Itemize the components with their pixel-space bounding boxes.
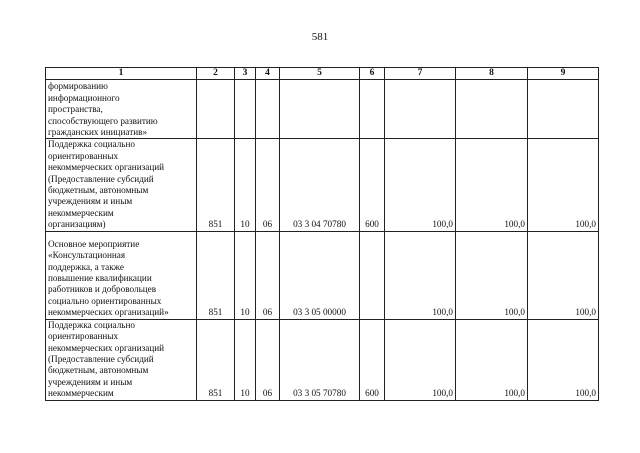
header-row <box>46 68 599 80</box>
row-description: Поддержка социально ориентированных некоммерческих организаций (Предоставление субсидий бюджетным, автономным учреждениям и иным некоммерческим организациям) <box>46 139 197 231</box>
cell-target-article: 03 3 05 00000 <box>280 231 360 319</box>
col-header-6: 6 <box>360 68 385 80</box>
cell-amount-1: 100,0 <box>385 319 456 400</box>
cell-admin-code: 851 <box>197 139 235 231</box>
cell-section: 10 <box>235 319 256 400</box>
cell-amount-2 <box>456 80 528 139</box>
cell-expense-type: 600 <box>360 319 385 400</box>
cell-amount-1: 100,0 <box>385 139 456 231</box>
cell-admin-code: 851 <box>197 231 235 319</box>
cell-target-article: 03 3 05 70780 <box>280 319 360 400</box>
cell-expense-type: 600 <box>360 139 385 231</box>
table-row <box>46 319 599 400</box>
cell-target-article: 03 3 04 70780 <box>280 139 360 231</box>
cell-amount-3 <box>528 80 599 139</box>
cell-amount-1: 100,0 <box>385 231 456 319</box>
page-number: 581 <box>311 31 329 43</box>
cell-admin-code <box>197 80 235 139</box>
cell-target-article <box>280 80 360 139</box>
col-header-5: 5 <box>280 68 360 80</box>
col-header-9: 9 <box>528 68 599 80</box>
col-header-1: 1 <box>46 68 197 80</box>
cell-amount-2: 100,0 <box>456 319 528 400</box>
row-description: формированию информационного пространства, способствующего развитию гражданских инициатив» <box>46 80 197 139</box>
table-row <box>46 139 599 231</box>
cell-section: 10 <box>235 231 256 319</box>
table-row <box>46 80 599 139</box>
cell-subsection: 06 <box>256 231 280 319</box>
cell-section: 10 <box>235 139 256 231</box>
cell-admin-code: 851 <box>197 319 235 400</box>
table-row <box>46 231 599 319</box>
row-description: Поддержка социально ориентированных некоммерческих организаций (Предоставление субсидий бюджетным, автономным учреждениям и иным некоммерческим <box>46 319 197 400</box>
cell-expense-type <box>360 80 385 139</box>
cell-subsection: 06 <box>256 319 280 400</box>
cell-section <box>235 80 256 139</box>
col-header-8: 8 <box>456 68 528 80</box>
cell-amount-3: 100,0 <box>528 139 599 231</box>
col-header-7: 7 <box>385 68 456 80</box>
col-header-2: 2 <box>197 68 235 80</box>
col-header-4: 4 <box>256 68 280 80</box>
cell-amount-3: 100,0 <box>528 319 599 400</box>
col-header-3: 3 <box>235 68 256 80</box>
cell-amount-3: 100,0 <box>528 231 599 319</box>
cell-subsection <box>256 80 280 139</box>
row-description: Основное мероприятие «Консультационная поддержка, а также повышение квалификации работников и добровольцев социально ориентированных некоммерческих организаций» <box>46 231 197 319</box>
budget-table <box>45 67 599 401</box>
cell-amount-2: 100,0 <box>456 231 528 319</box>
cell-amount-1 <box>385 80 456 139</box>
cell-subsection: 06 <box>256 139 280 231</box>
cell-expense-type <box>360 231 385 319</box>
cell-amount-2: 100,0 <box>456 139 528 231</box>
